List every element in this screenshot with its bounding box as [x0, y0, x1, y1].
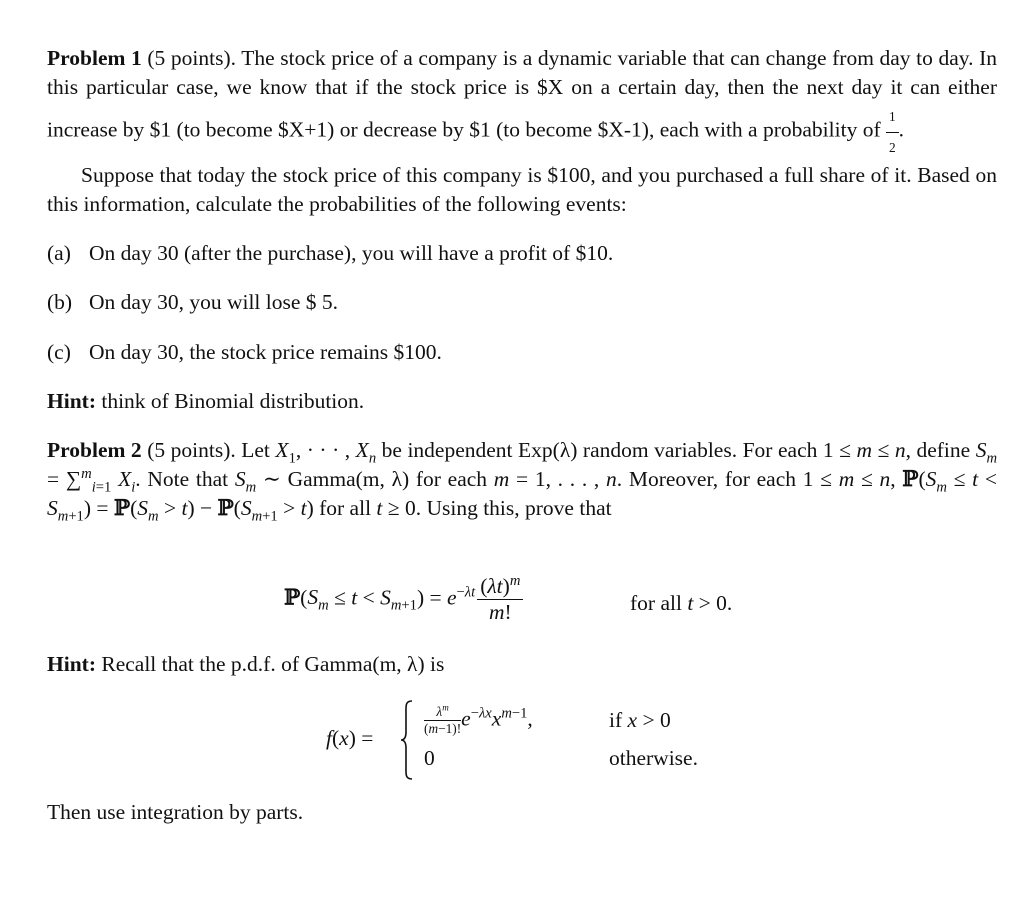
problem2-hint-text: Recall that the p.d.f. of Gamma(m, λ) is [101, 652, 445, 676]
case2-value: 0 [424, 746, 435, 770]
problem2-label: Problem 2 [47, 438, 142, 462]
item-b-text: On day 30, you will lose $ 5. [89, 290, 339, 314]
case1-expression: $\frac{\lambda^m}{(m-1)!}$ $e^{-\lambda x}x^{m-1}$, [424, 702, 533, 736]
equation-condition: for all t > 0. [630, 591, 733, 615]
problem1-setup: Suppose that today the stock price of this company is $100, and you purchased a full share of it. Based on this information, calculate the probabilities of the following events: [47, 163, 997, 217]
item-c-text: On day 30, the stock price remains $100. [89, 340, 442, 364]
problem1-label: Problem 1 [47, 46, 142, 70]
case1-condition: if x > 0 [609, 708, 671, 732]
problem1-hint [47, 387, 364, 416]
item-c-label: (c) [47, 340, 71, 364]
item-a-label: (a) [47, 241, 71, 265]
problem2-hint-label: Hint: [47, 652, 96, 676]
problem1-paragraph: Problem 1 (5 points). The stock price of a company is a dynamic variable that can change from day to day. In this particular case, we know that if the stock price is $X on a certain day, then the next day it can either increase by $1 (to become $X+1) or decrease by $1 (to become $X-1), each with a probability of $\frac{1}{2}$ . [47, 44, 997, 162]
problem1-hint-label: Hint: [47, 389, 96, 413]
problem2-points: (5 points). [147, 438, 236, 462]
case2-condition: otherwise. [609, 746, 698, 770]
problem1-text: The stock price of a company is a dynamic variable that can change from day to day. In this particular case, we know that if the stock price is $X on a certain day, then the next day it can either increase by $1 (to become $X+1) or decrease by $1 (to become $X-1), each with a probability of [47, 46, 998, 143]
problem1-hint-text: think of Binomial distribution. [101, 389, 365, 413]
problem1-points: (5 points). [147, 46, 236, 70]
display-equation: $ℙ(S_m \le t < S_{m+1}) = e^{-\lambda t}$ $\frac{(\lambda t)^m}{m!}$ [284, 574, 523, 625]
item-a [47, 239, 613, 268]
item-b [47, 288, 338, 317]
pdf-lhs: f(x) = [326, 726, 374, 750]
item-b-label: (b) [47, 290, 73, 314]
item-c [47, 338, 442, 367]
problem2-hint [47, 650, 444, 679]
problem2-paragraph: Problem 2 (5 points). Let $X_1$, · · · , $X_n$ be independent Exp(λ) random variables. For each 1 ≤ m ≤ n, define $S_m = \sum^m_{i=1}$ $X_i$. Note that $S_m$ ∼ Gamma(m, λ) for each m = 1, . . . , n. Moreover, for each 1 ≤ m ≤ n, $ℙ(S_m \le t < S_{m+1})$ = $ℙ(S_m > t)$ − $ℙ(S_{m+1} > t)$ for all t ≥ 0. Using this, prove that [47, 438, 997, 525]
piecewise-brace [400, 700, 414, 780]
closing-line: Then use integration by parts. [47, 800, 304, 824]
item-a-text: On day 30 (after the purchase), you will have a profit of $10. [89, 241, 614, 265]
half-fraction: $\frac{1}{2}$ [886, 102, 899, 161]
